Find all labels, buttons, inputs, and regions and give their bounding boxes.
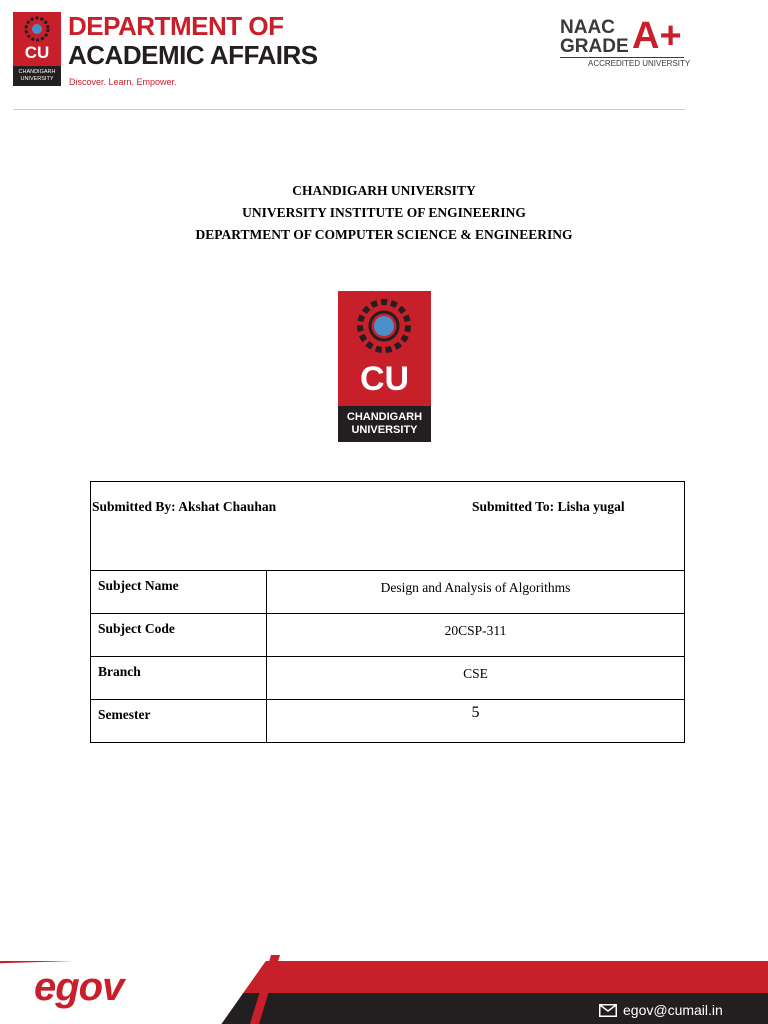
table-row	[91, 571, 684, 614]
submitted-to: Submitted To: Lisha yugal	[472, 499, 625, 514]
department-title-line1: DEPARTMENT OF	[68, 11, 284, 41]
branch-value: CSE	[266, 657, 684, 699]
naac-divider	[560, 57, 684, 58]
table-row	[91, 657, 684, 700]
subject-name-label: Subject Name	[98, 578, 179, 593]
gear-emblem-icon	[350, 297, 418, 355]
document-titles	[0, 180, 768, 246]
footer-email-text[interactable]: egov@cumail.in	[623, 1002, 723, 1018]
tagline: Discover. Learn. Empower.	[69, 77, 177, 87]
naac-accredited: ACCREDITED UNIVERSITY	[588, 59, 691, 68]
semester-label: Semester	[98, 707, 151, 722]
university-logo	[338, 291, 431, 442]
naac-label: NAAC	[560, 17, 615, 38]
header-logo-subtext: CHANDIGARH UNIVERSITY	[13, 66, 61, 86]
subject-code-value: 20CSP-311	[266, 614, 684, 656]
table-row	[91, 614, 684, 657]
subject-name-value: Design and Analysis of Algorithms	[266, 571, 684, 613]
header-logo-text: CU	[24, 43, 50, 62]
department-title	[68, 12, 318, 70]
header-cu-logo	[13, 12, 61, 86]
submitted-by: Submitted By: Akshat Chauhan	[92, 499, 277, 514]
table-row	[91, 700, 684, 743]
department-title-line2: ACADEMIC AFFAIRS	[68, 40, 318, 70]
footer-email[interactable]	[599, 1000, 723, 1020]
logo-subtext-line1: CHANDIGARH	[346, 411, 423, 423]
egov-logo: egov	[34, 965, 124, 1009]
institute-name: UNIVERSITY INSTITUTE OF ENGINEERING	[242, 205, 526, 220]
gear-emblem-icon	[21, 16, 53, 42]
submission-row	[91, 482, 684, 571]
logo-subtext-line2: UNIVERSITY	[351, 424, 418, 436]
naac-grade: A+	[632, 15, 682, 57]
logo-subtext	[338, 406, 431, 442]
branch-label: Branch	[98, 664, 141, 679]
naac-grade-label: GRADE	[560, 36, 629, 57]
subject-code-label: Subject Code	[98, 621, 175, 636]
submission-table	[90, 481, 685, 743]
header-divider	[13, 109, 685, 110]
mail-icon	[599, 1004, 617, 1017]
university-name: CHANDIGARH UNIVERSITY	[292, 183, 476, 198]
department-name: DEPARTMENT OF COMPUTER SCIENCE & ENGINEERING	[195, 227, 573, 242]
semester-value: 5	[266, 700, 684, 743]
logo-text: CU	[359, 360, 410, 398]
